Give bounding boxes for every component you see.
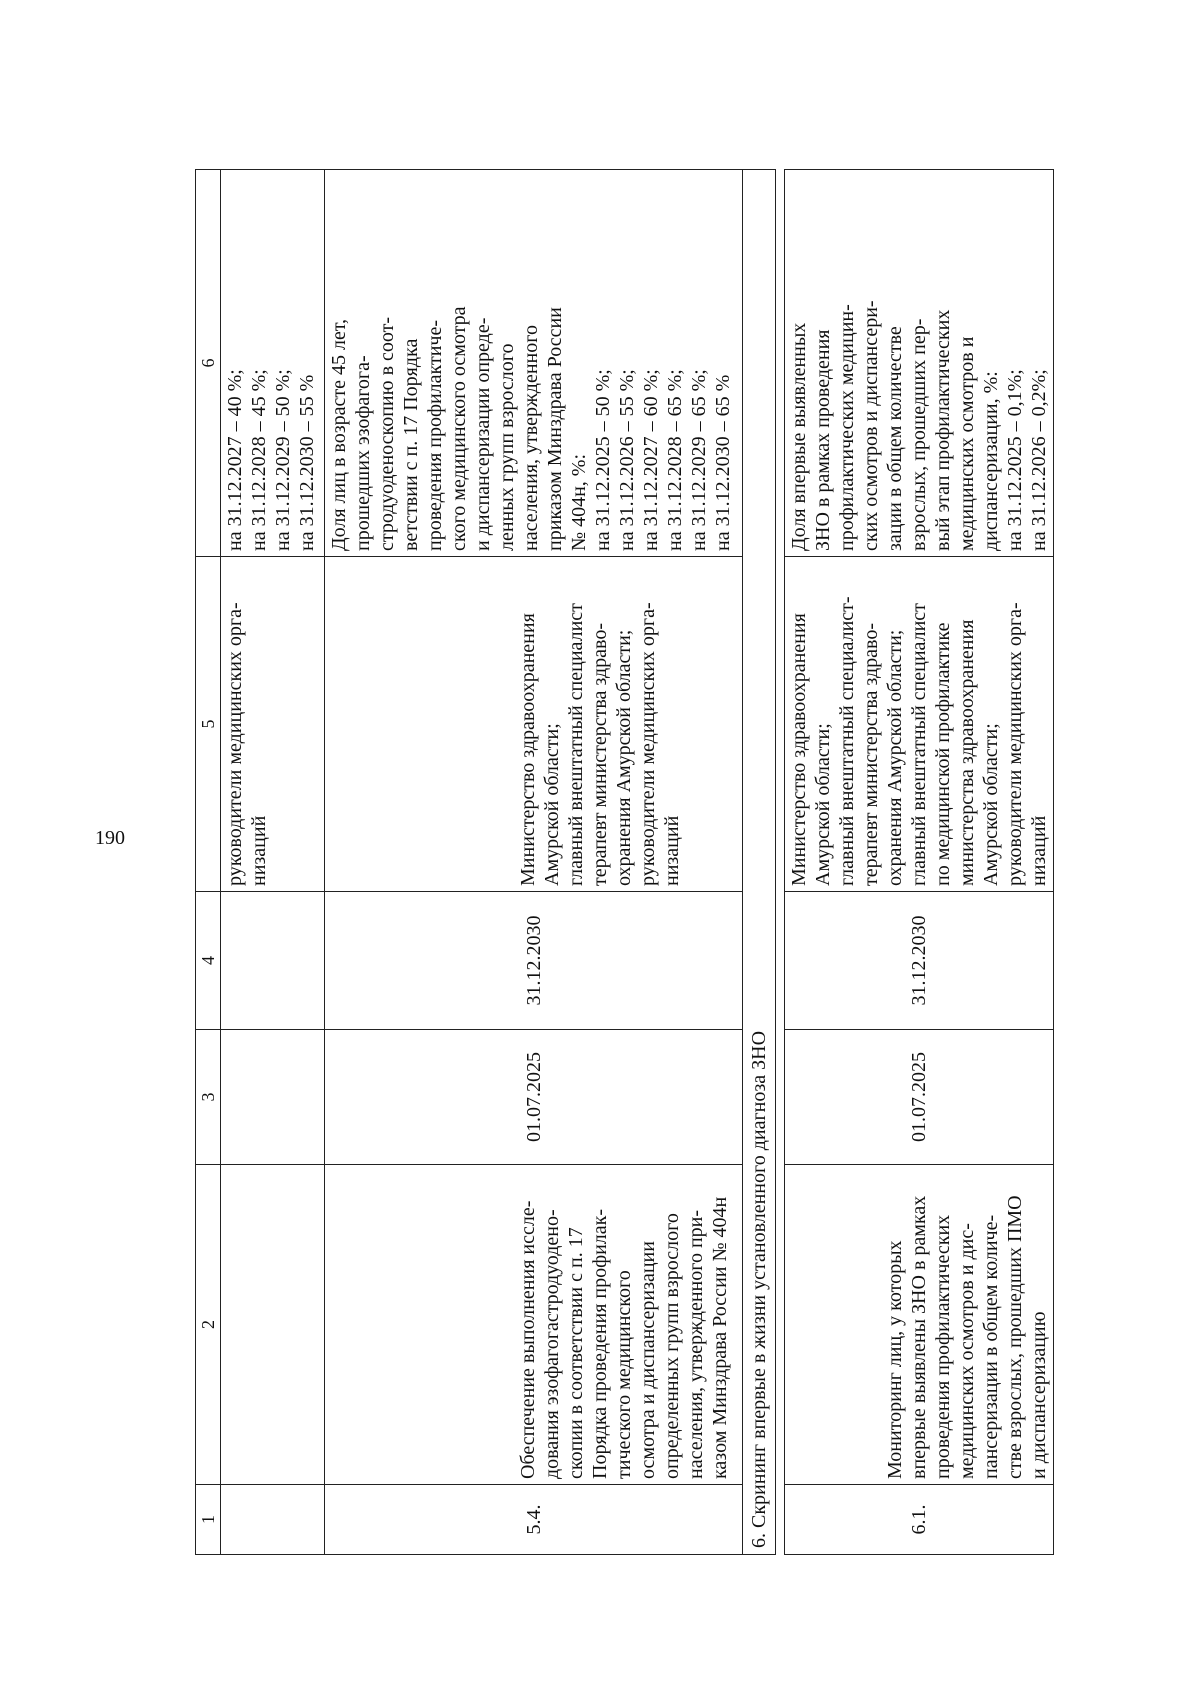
- row-5-4-task: Обеспечение выполнения иссле- дования эзофагогастродуодено- скопии в соответствии с п. 17 Порядка проведения профилак- тического медицинского осмотра и диспансеризации определенных групп взрослого населения, утвержденного при- казом Минздрава России № 404н: [325, 1165, 743, 1485]
- plan-table: [195, 169, 1054, 1555]
- row-6-1-start-date: 01.07.2025: [785, 1030, 1054, 1165]
- row-6-1-task: Мониторинг лиц, у которых впервые выявлены ЗНО в рамках проведения профилактических медицинских осмотров и дис- пансеризации в общем количе- стве взрослых, прошедших ПМО и диспансеризацию: [785, 1165, 1054, 1485]
- section-gap-row: [776, 170, 785, 1555]
- header-col-3: 3: [196, 1030, 221, 1165]
- header-col-1: 1: [196, 1485, 221, 1555]
- row-6-1-number: 6.1.: [785, 1485, 1054, 1555]
- section-gap: [776, 170, 785, 1555]
- row-5-4-start-date: 01.07.2025: [325, 1030, 743, 1165]
- rotated-table-wrapper: [195, 170, 1050, 1555]
- cont-col-2: [221, 1165, 325, 1485]
- row-5-4: [325, 170, 743, 1555]
- header-col-6: 6: [196, 170, 221, 557]
- row-5-4-responsible: Министерство здравоохранения Амурской области; главный внештатный специалист терапевт министерства здраво- охранения Амурской области; руководители медицинских орга- низаций: [325, 557, 743, 892]
- cont-col-1: [221, 1485, 325, 1555]
- section-6-title: 6. Скрининг впервые в жизни установленного диагноза ЗНО: [743, 170, 776, 1555]
- row-6-1-indicator: Доля впервые выявленных ЗНО в рамках проведения профилактических медицин- ских осмотров и диспансери- зации в общем количестве взрослых, прошедших пер- вый этап профилактических медицинских осмотров и диспансеризации, %: на 31.12.2025 – 0,1%; на 31.12.2026 – 0,2%;: [785, 170, 1054, 557]
- row-5-4-number: 5.4.: [325, 1485, 743, 1555]
- section-6-row: [743, 170, 776, 1555]
- row-6-1-end-date: 31.12.2030: [785, 892, 1054, 1030]
- row-5-4-end-date: 31.12.2030: [325, 892, 743, 1030]
- row-6-1: [785, 170, 1054, 1555]
- header-col-5: 5: [196, 557, 221, 892]
- header-row: [196, 170, 221, 1555]
- cont-col-3: [221, 1030, 325, 1165]
- header-col-4: 4: [196, 892, 221, 1030]
- row-5-4-indicator: Доля лиц в возрасте 45 лет, прошедших эзофагога- стродуоденоскопию в соот- ветствии с п. 17 Порядка проведения профилактиче- ского медицинского осмотра и диспансеризации опреде- ленных групп взрослого населения, утвержденного приказом Минздрава России № 404н, %: на 31.12.2025 – 50 %; на 31.12.2026 – 55 %; на 31.12.2027 – 60 %; на 31.12.2028 – 65 %; на 31.12.2029 – 65 %; на 31.12.2030 – 65 %: [325, 170, 743, 557]
- cont-responsible: руководители медицинских орга- низаций: [221, 557, 325, 892]
- cont-col-4: [221, 892, 325, 1030]
- header-col-2: 2: [196, 1165, 221, 1485]
- continuation-row: [221, 170, 325, 1555]
- row-6-1-responsible: Министерство здравоохранения Амурской области; главный внештатный специалист- терапевт министерства здраво- охранения Амурской области; главный внештатный специалист по медицинской профилактике министерства здравоохранения Амурской области; руководители медицинских орга- низаций: [785, 557, 1054, 892]
- page-number: 190: [95, 827, 125, 849]
- cont-indicator: на 31.12.2027 – 40 %; на 31.12.2028 – 45 %; на 31.12.2029 – 50 %; на 31.12.2030 – 55 %: [221, 170, 325, 557]
